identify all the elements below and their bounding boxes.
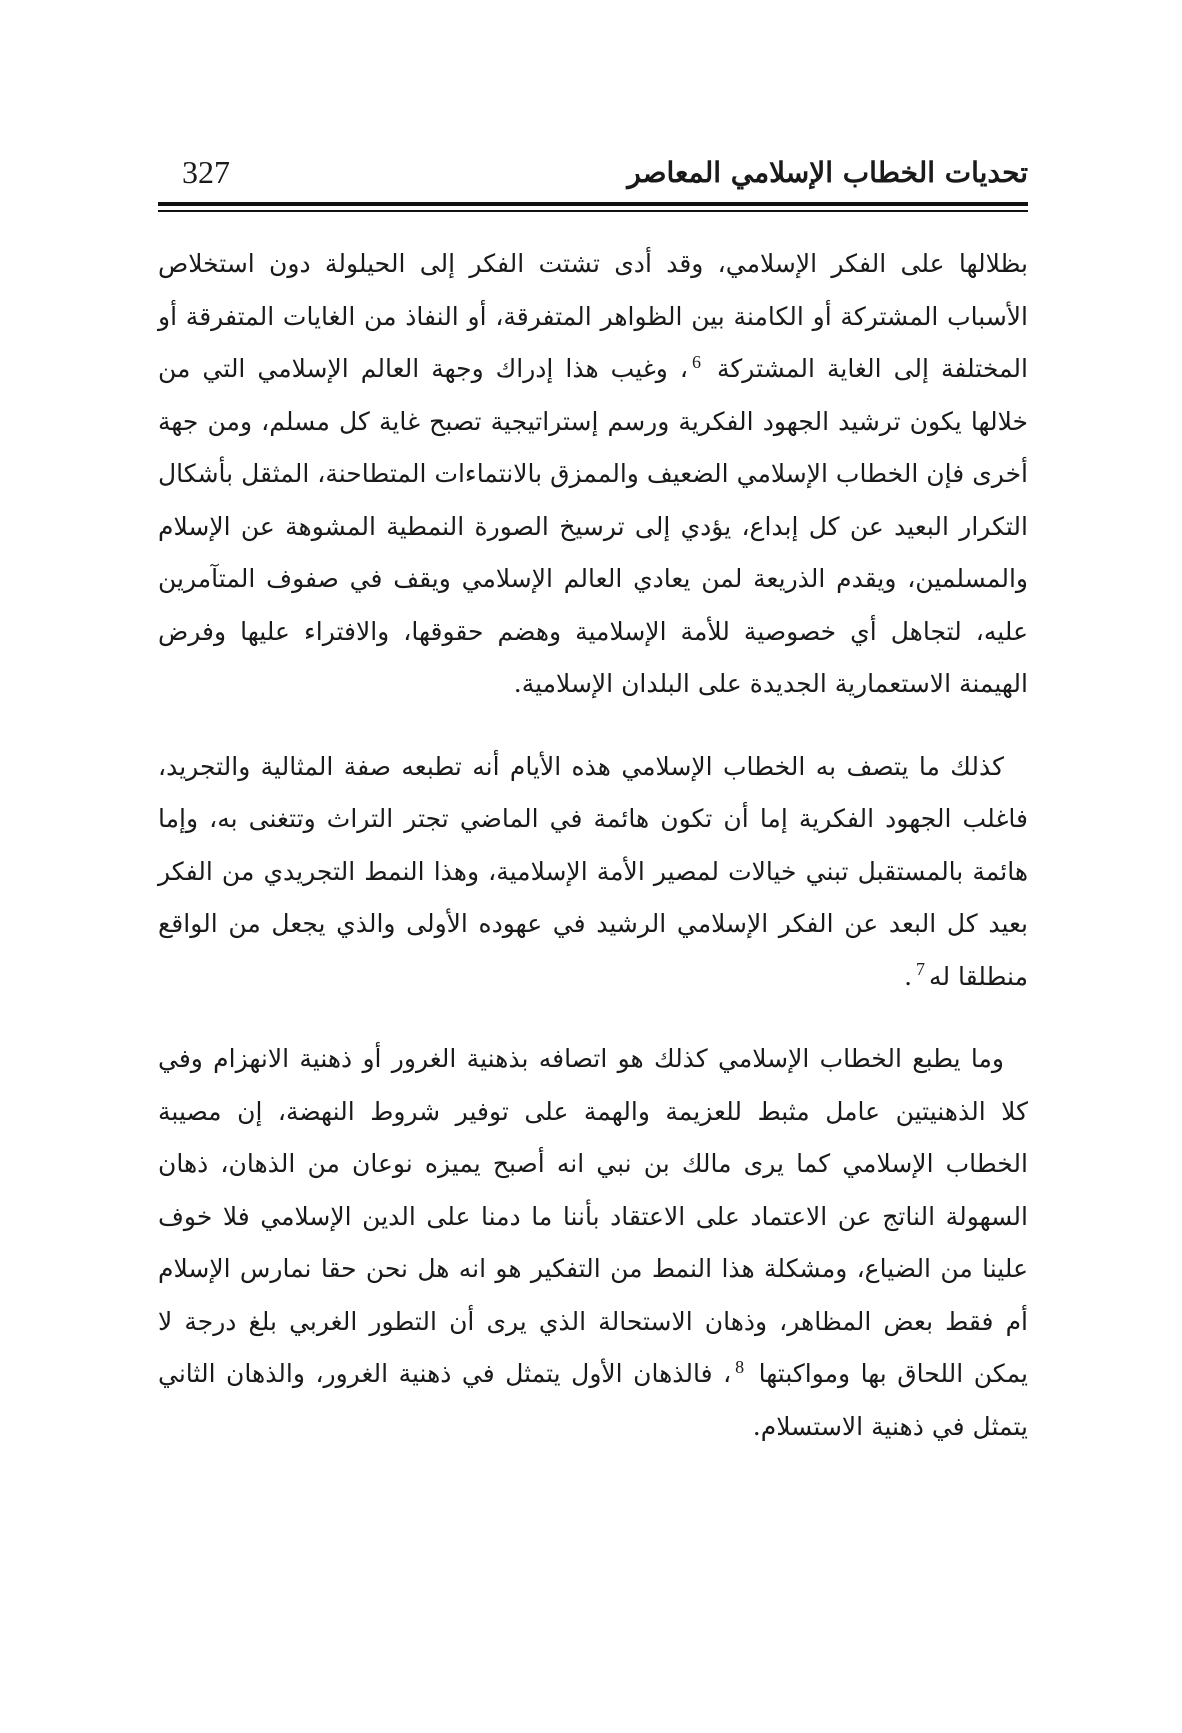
footnote-reference[interactable]: 6 [691, 351, 701, 372]
page-number: 327 [182, 154, 230, 190]
paragraph-text: بظلالها على الفكر الإسلامي، وقد أدى تشتت الفكر إلى الحيلولة دون استخلاص الأسباب المشتركة أو الكامنة بين الظواهر المتفرقة، أو النفاذ من الغايات المتفرقة أو المختلفة إلى الغاية المشتركة [158, 249, 1028, 383]
header-rule-thin [158, 210, 1028, 212]
footnote-reference[interactable]: 7 [916, 959, 926, 980]
footnote-reference[interactable]: 8 [735, 1356, 745, 1377]
book-title: تحديات الخطاب الإسلامي المعاصر [627, 156, 1028, 189]
paragraph-text: وما يطبع الخطاب الإسلامي كذلك هو اتصافه بذهنية الغرور أو ذهنية الانهزام وفي كلا الذهنيتين عامل مثبط للعزيمة والهمة على توفير شروط النهضة، إن مصيبة الخطاب الإسلامي كما يرى مالك بن نبي انه أصبح يميزه نوعان من الذهان، ذهان السهولة الناتج عن الاعتماد على الاعتقاد بأننا ما دمنا على الدين الإسلامي فلا خوف علينا من الضياع، ومشكلة هذا النمط من التفكير هو انه هل نحن حقا نمارس الإسلام أم فقط بعض المظاهر، وذهان الاستحالة الذي يرى أن التطور الغربي بلغ درجة لا يمكن اللحاق بها ومواكبتها [158, 1044, 1028, 1388]
paragraph-text: ، فالذهان الأول يتمثل في ذهنية الغرور، والذهان الثاني يتمثل في ذهنية الاستسلام. [158, 1359, 1028, 1441]
paragraph-text: كذلك ما يتصف به الخطاب الإسلامي هذه الأيام أنه تطبعه صفة المثالية والتجريد، فاغلب الجهود الفكرية إما أن تكون هائمة في الماضي تجتر التراث وتتغنى به، وإما هائمة بالمستقبل تبني خيالات لمصير الأمة الإسلامية، وهذا النمط التجريدي من الفكر بعيد كل البعد عن الفكر الإسلامي الرشيد في عهوده الأولى والذي يجعل من الواقع منطلقا له [158, 751, 1029, 991]
header-rule-thick [158, 202, 1028, 206]
running-header [158, 150, 1028, 204]
paragraph-text: ، وغيب هذا إدراك وجهة العالم الإسلامي التي من خلالها يكون ترشيد الجهود الفكرية ورسم إستراتيجية تصبح غاية كل مسلم، ومن جهة أخرى فإن الخطاب الإسلامي الضعيف والممزق بالانتماءات المتطاحنة، المثقل بأشكال التكرار البعيد عن كل إبداع، يؤدي إلى ترسيخ الصورة النمطية المشوهة عن الإسلام والمسلمين، ويقدم الذريعة لمن يعادي العالم الإسلامي ويقف في صفوف المتآمرين عليه، لتجاهل أي خصوصية للأمة الإسلامية وهضم حقوقها، والافتراء عليها وفرض الهيمنة الاستعمارية الجديدة على البلدان الإسلامية. [158, 354, 1028, 698]
body-text [158, 238, 1028, 1453]
paragraph-text: . [904, 961, 913, 991]
paragraph-1 [158, 238, 1028, 711]
paragraph-2 [158, 741, 1028, 1004]
paragraph-3 [158, 1033, 1028, 1453]
